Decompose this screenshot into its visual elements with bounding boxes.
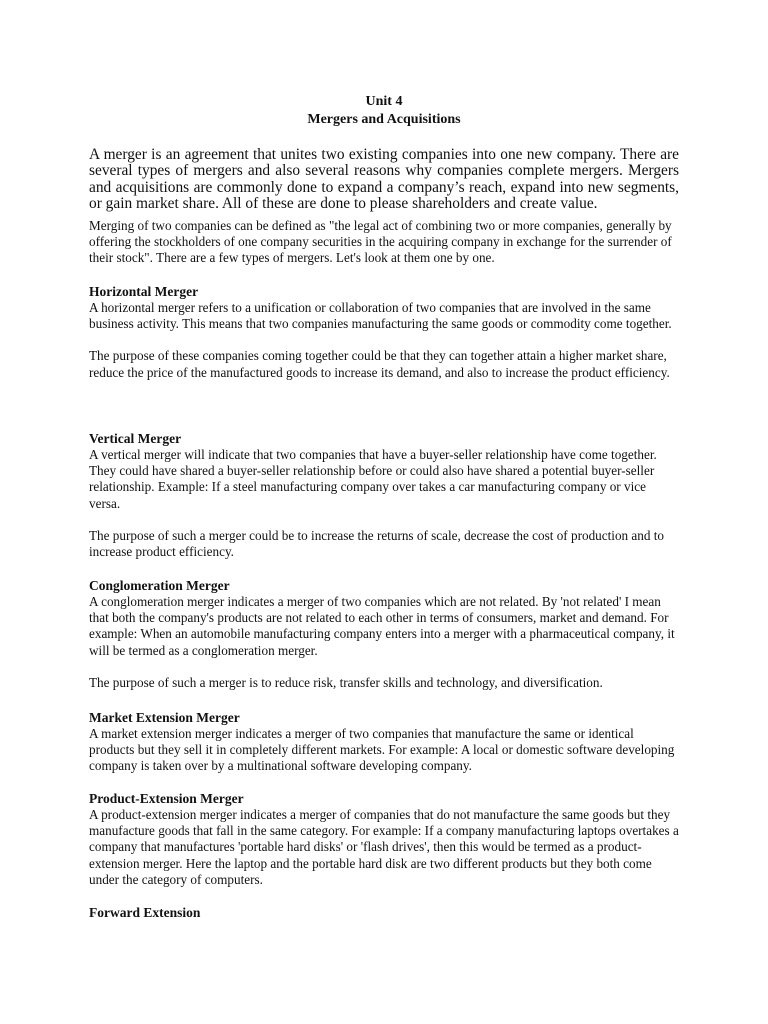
unit-label: Unit 4 (365, 94, 403, 109)
section-market-extension-merger (89, 709, 679, 775)
section-paragraph: A product-extension merger indicates a merger of companies that do not manufacture the same goods but they manufacture goods that fall in the same category. For example: If a company manufacturing laptops overtakes a company that manufactures 'portable hard disks' or 'flash drives', then this would be termed as a product-extension merger. Here the laptop and the portable hard disk are two different products but they both come under the category of computers. (89, 807, 679, 887)
section-paragraph: A market extension merger indicates a merger of two companies that manufacture the same or identical products but they sell it in completely different markets. For example: A local or domestic software developing company is taken over by a multinational software developing company. (89, 726, 675, 774)
definition-paragraph: Merging of two companies can be defined as "the legal act of combining two or more companies, generally by offering the stockholders of one company securities in the acquiring company in exchange for the surrender of their stock". There are a few types of mergers. Let's look at them one by one. (89, 218, 672, 266)
section-paragraph: A horizontal merger refers to a unification or collaboration of two companies that are involved in the same business activity. This means that two companies manufacturing the same goods or commodity come together. (89, 300, 672, 332)
section-forward-extension (89, 904, 679, 921)
section-paragraph: The purpose of these companies coming together could be that they can together attain a higher market share, reduce the price of the manufactured goods to increase its demand, and also to increase the product efficiency. (89, 348, 670, 380)
section-conglomeration-merger (89, 577, 679, 691)
section-product-extension-merger (89, 790, 679, 888)
section-heading: Conglomeration Merger (89, 578, 230, 593)
section-paragraph: The purpose of such a merger is to reduce risk, transfer skills and technology, and diversification. (89, 674, 603, 690)
section-heading: Product-Extension Merger (89, 791, 244, 806)
section-heading: Market Extension Merger (89, 710, 240, 725)
section-heading: Horizontal Merger (89, 284, 199, 299)
section-paragraph: The purpose of such a merger could be to increase the returns of scale, decrease the cost of production and to increase product efficiency. (89, 527, 665, 560)
document-title: Mergers and Acquisitions (307, 112, 461, 127)
section-horizontal-merger (89, 283, 679, 381)
intro-paragraph: A merger is an agreement that unites two existing companies into one new company. There are several types of mergers and also several reasons why companies complete mergers. Mergers and acquisitions are commonly done to expand a company’s reach, expand into new segments, or gain market share. All of these are done to please shareholders and create value. (89, 146, 679, 212)
section-vertical-merger (89, 430, 679, 560)
section-paragraph: A conglomeration merger indicates a merger of two companies which are not related. By 'not related' I mean that both the company's products are not related to each other in terms of consumers, market and demand. For example: When an automobile manufacturing company enters into a merger with a pharmaceutical company, it will be termed as a conglomeration merger. (89, 594, 675, 658)
section-paragraph: A vertical merger will indicate that two companies that have a buyer-seller relationship have come together. They could have shared a buyer-seller relationship before or could also have shared a potential buyer-seller relationship. Example: If a steel manufacturing company over takes a car manufacturing company or vice versa. (89, 447, 657, 511)
section-heading: Vertical Merger (89, 431, 182, 446)
document-header (0, 93, 768, 129)
section-heading: Forward Extension (89, 905, 201, 920)
